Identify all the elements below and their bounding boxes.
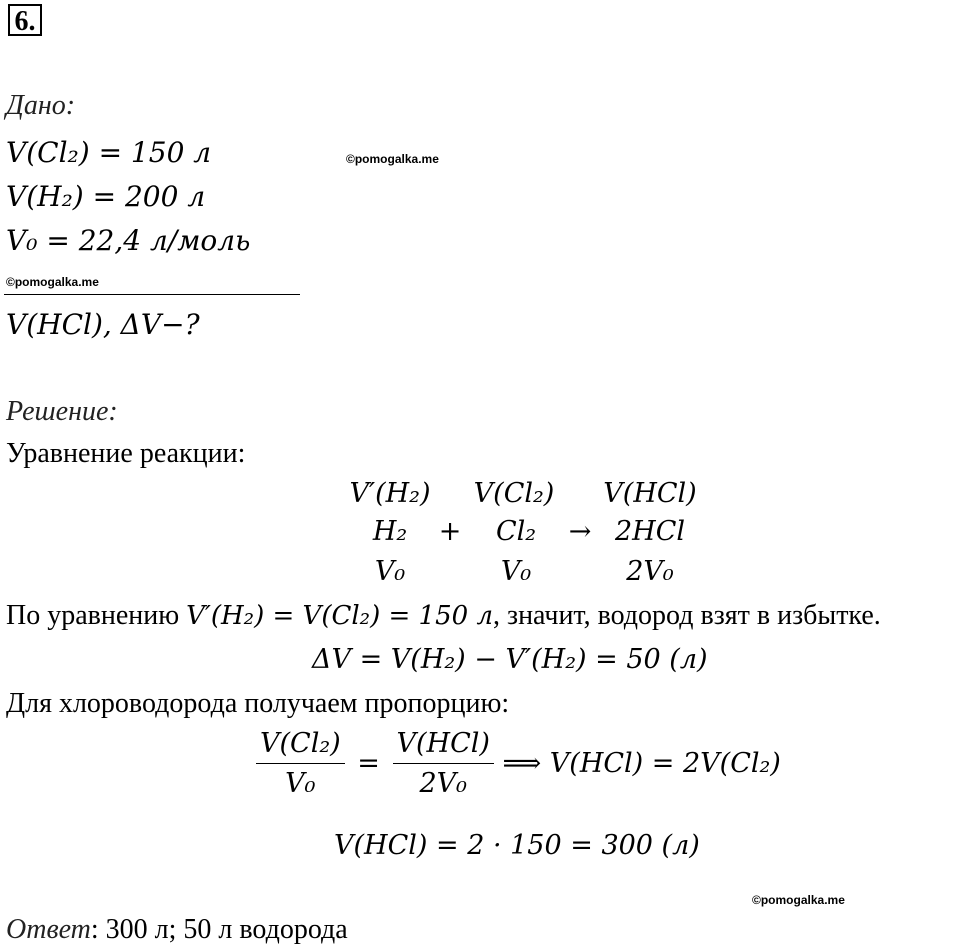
fraction-left-numerator: V(Cl₂) xyxy=(256,728,345,764)
watermark: ©pomogalka.me xyxy=(6,275,99,289)
delta-v-equation: ΔV = V(H₂) − V′(H₂) = 50 (л) xyxy=(312,644,708,675)
reaction-cl2: Cl₂ xyxy=(495,516,537,547)
reaction-2v0: 2V₀ xyxy=(626,556,674,587)
fraction-left xyxy=(256,728,345,799)
divider-line xyxy=(4,294,300,295)
fraction-left-denominator: V₀ xyxy=(285,768,316,799)
solution-label: Решение: xyxy=(6,396,118,427)
reaction-2hcl: 2HCl xyxy=(614,516,686,547)
reaction-h2: H₂ xyxy=(372,516,408,547)
by-equation-line xyxy=(6,600,881,632)
given-label: Дано: xyxy=(6,90,76,121)
proportion-equation xyxy=(256,728,781,799)
watermark: ©pomogalka.me xyxy=(346,152,439,166)
proportion-intro: Для хлороводорода получаем пропорцию: xyxy=(6,688,510,719)
given-v0: V₀ = 22,4 л/моль xyxy=(6,224,251,257)
reaction-v0-h2: V₀ xyxy=(374,556,406,587)
calc-equation: V(HCl) = 2 · 150 = 300 (л) xyxy=(334,830,700,861)
answer-text: : 300 л; 50 л водорода xyxy=(90,914,348,945)
reaction-intro: Уравнение реакции: xyxy=(6,438,246,469)
reaction-v0-cl2: V₀ xyxy=(500,556,532,587)
fraction-right xyxy=(393,728,494,799)
answer-label: Ответ xyxy=(6,914,91,945)
reaction-plus: + xyxy=(438,516,462,547)
given-h2: V(H₂) = 200 л xyxy=(6,180,206,213)
reaction-vol-hcl: V(HCl) xyxy=(603,478,697,509)
by-equation-math: V′(H₂) = V(Cl₂) = 150 л xyxy=(186,601,494,631)
problem-number: 6. xyxy=(8,4,42,36)
answer-line xyxy=(6,914,348,946)
find-statement: V(HCl), ΔV−? xyxy=(6,308,200,341)
fraction-right-denominator: 2V₀ xyxy=(419,768,467,799)
reaction-vol-cl2: V(Cl₂) xyxy=(473,478,555,509)
fraction-right-numerator: V(HCl) xyxy=(393,728,494,764)
by-equation-prefix: По уравнению xyxy=(6,600,180,631)
equals-sign: = xyxy=(357,748,380,779)
reaction-arrow: → xyxy=(568,516,592,547)
reaction-vol-h2: V′(H₂) xyxy=(349,478,431,509)
given-cl2: V(Cl₂) = 150 л xyxy=(6,136,212,169)
watermark: ©pomogalka.me xyxy=(752,893,845,907)
by-equation-suffix: , значит, водород взят в избытке. xyxy=(493,600,881,631)
proportion-result: ⟹ V(HCl) = 2V(Cl₂) xyxy=(502,748,781,779)
